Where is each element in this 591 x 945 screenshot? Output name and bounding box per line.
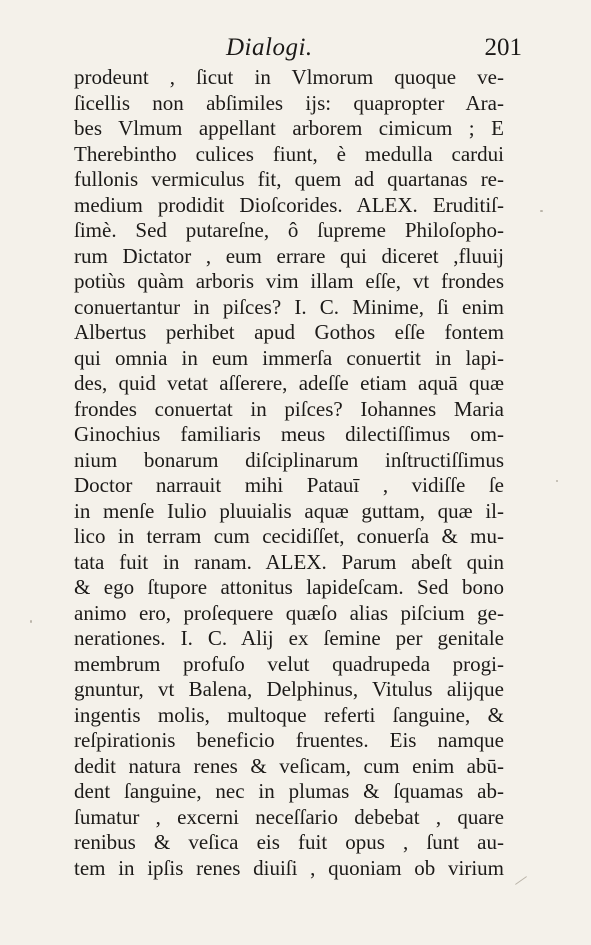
text-line: potiùs quàm arboris vim illam eſſe, vt frondes	[74, 269, 504, 293]
text-line: Doctor narrauit mihi Patauī , vidiſſe ſe	[74, 473, 504, 497]
body-text	[74, 65, 504, 881]
text-line: ingentis molis, multoque referti ſanguine, &	[74, 702, 504, 727]
text-line: Therebintho culices fiunt, è medulla cardui	[74, 141, 504, 166]
text-line: bes Vlmum appellant arborem cimicum ; E	[74, 116, 504, 140]
text-line: renibus & veſica eis fuit opus , ſunt au-	[74, 830, 504, 854]
text-line: ſimè. Sed putareſne, ô ſupreme Philoſopho-	[74, 218, 504, 242]
text-line: dent ſanguine, nec in plumas & ſquamas ab-	[74, 779, 504, 803]
text-line: in menſe Iulio pluuialis aquæ guttam, quæ il-	[74, 498, 504, 523]
text-line: membrum profuſo velut quadrupeda progi-	[74, 651, 504, 676]
text-line: reſpirationis beneficio fruentes. Eis namque	[74, 728, 504, 752]
text-line: & ego ſtupore attonitus lapideſcam. Sed bono	[74, 575, 504, 599]
text-line: frondes conuertat in piſces? Iohannes Maria	[74, 396, 504, 421]
text-line: nerationes. I. C. Alij ex ſemine per genitale	[74, 626, 504, 650]
text-line: ſicellis non abſimiles ijs: quapropter Ara-	[74, 90, 504, 115]
running-title: Dialogi.	[226, 34, 313, 61]
text-line: Albertus perhibet apud Gothos eſſe fontem	[74, 320, 504, 344]
text-line: tata fuit in ranam. ALEX. Parum abeſt quin	[74, 549, 504, 574]
text-line: ſumatur , excerni neceſſario debebat , quare	[74, 804, 504, 829]
page-header	[74, 34, 522, 64]
text-line: prodeunt , ſicut in Vlmorum quoque ve-	[74, 65, 504, 89]
paper-speck	[556, 480, 558, 482]
paper-speck	[540, 210, 543, 212]
text-line: tem in ipſis renes diuiſi , quoniam ob virium	[74, 855, 504, 880]
text-line: lico in terram cum cecidiſſet, conuerſa & mu-	[74, 524, 504, 548]
text-line: medium prodidit Dioſcorides. ALEX. Eruditiſ-	[74, 192, 504, 217]
text-line: fullonis vermiculus fit, quem ad quartanas re-	[74, 167, 504, 191]
text-line: animo ero, proſequere quæſo alias piſcium ge-	[74, 600, 504, 625]
text-line: nium bonarum diſciplinarum inſtructiſſimus	[74, 447, 504, 472]
text-line: Ginochius familiaris meus dilectiſſimus om-	[74, 422, 504, 446]
text-line: qui omnia in eum immerſa conuertit in lapi-	[74, 345, 504, 370]
text-line: gnuntur, vt Balena, Delphinus, Vitulus alijque	[74, 677, 504, 701]
paper-speck	[515, 876, 527, 885]
paper-speck	[30, 620, 32, 623]
text-line: rum Dictator , eum errare qui diceret ,fluuij	[74, 243, 504, 268]
text-line: conuertantur in piſces? I. C. Minime, ſi enim	[74, 294, 504, 319]
page-number: 201	[484, 34, 522, 61]
text-line: des, quid vetat aſſerere, adeſſe etiam aquā quæ	[74, 371, 504, 395]
text-line: dedit natura renes & veſicam, cum enim abū-	[74, 753, 504, 778]
